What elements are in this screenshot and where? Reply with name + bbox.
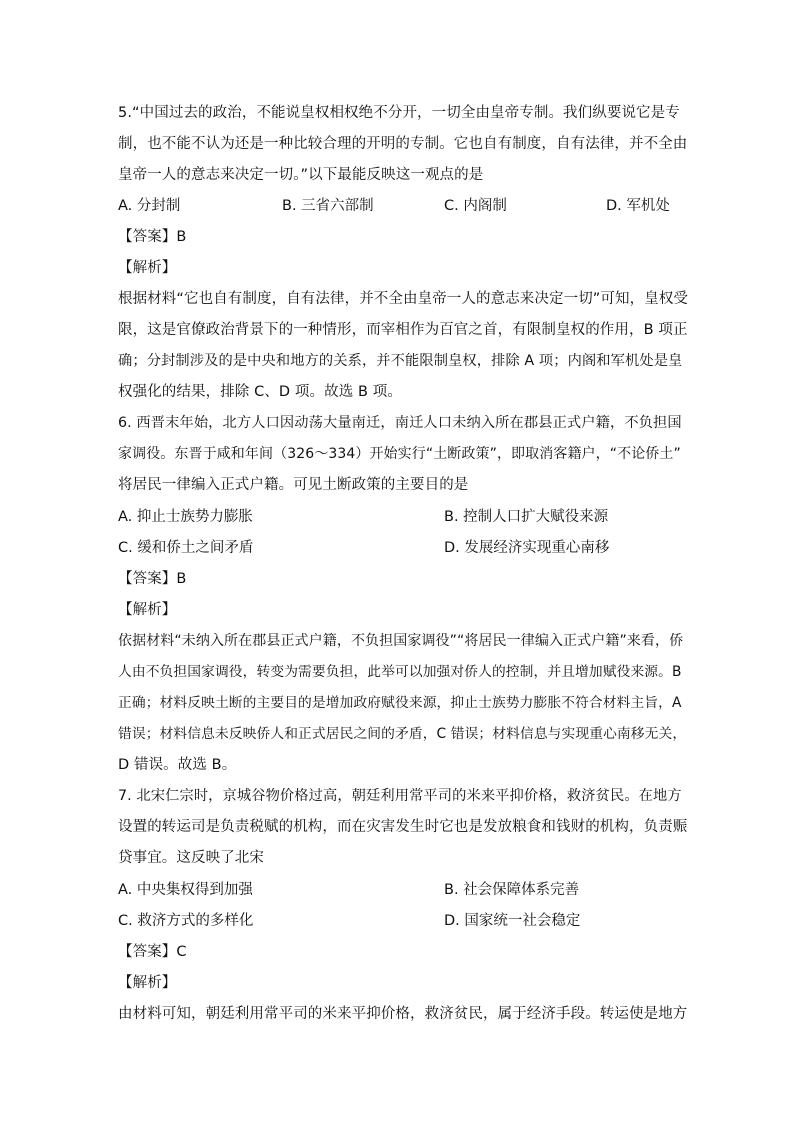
q7-stem-line-1: 7. 北宋仁宗时，京城谷物价格过高，朝廷利用常平司的米来平抑价格，救济贫民。在地方 — [118, 788, 682, 804]
q6-stem-line-1: 6. 西晋末年始，北方人口因动荡大量南迁，南迁人口未纳入所在郡县正式户籍，不负担国 — [118, 415, 682, 431]
q5-analysis-line-3: 确；分封制涉及的是中央和地方的关系，并不能限制皇权，排除 A 项；内阁和军机处是皇 — [118, 353, 683, 369]
q6-option-d: D. 发展经济实现重心南移 — [444, 540, 610, 556]
q6-analysis-line-5: D 错误。故选 B。 — [118, 757, 237, 773]
q6-option-b: B. 控制人口扩大赋役来源 — [444, 509, 609, 525]
q6-answer: 【答案】B — [118, 571, 187, 587]
q6-analysis-line-2: 人由不负担国家调役，转变为需要负担，此举可以加强对侨人的控制，并且增加赋役来源。B — [118, 664, 682, 680]
q5-stem-line-1: 5.“中国过去的政治，不能说皇权相权绝不分开，一切全由皇帝专制。我们纵要说它是专 — [118, 105, 680, 121]
q5-analysis-line-4: 权强化的结果，排除 C、D 项。故选 B 项。 — [118, 384, 402, 400]
q7-option-c: C. 救济方式的多样化 — [118, 913, 254, 929]
q6-analysis-line-4: 错误；材料信息未反映侨人和正式居民之间的矛盾，C 错误；材料信息与实现重心南移无关， — [118, 726, 687, 742]
q6-analysis-label: 【解析】 — [118, 602, 177, 618]
q5-analysis-label: 【解析】 — [118, 260, 177, 276]
q5-option-d: D. 军机处 — [606, 198, 670, 214]
q7-analysis-line-1: 由材料可知，朝廷利用常平司的米来平抑价格，救济贫民，属于经济手段。转运使是地方 — [118, 1006, 688, 1022]
q6-stem-line-2: 家调役。东晋于咸和年间（326～334）开始实行“土断政策”，即取消客籍户，“不论侨土” — [118, 446, 681, 462]
q5-stem-line-2: 制，也不能不认为还是一种比较合理的开明的专制。它也自有制度，自有法律，并不全由 — [118, 136, 688, 152]
q5-analysis-line-1: 根据材料“它也自有制度，自有法律，并不全由皇帝一人的意志来决定一切”可知，皇权受 — [118, 291, 689, 307]
q6-option-c: C. 缓和侨土之间矛盾 — [118, 540, 254, 556]
q5-answer: 【答案】B — [118, 229, 187, 245]
q7-analysis-label: 【解析】 — [118, 975, 177, 991]
q6-stem-line-3: 将居民一律编入正式户籍。可见土断政策的主要目的是 — [118, 477, 469, 493]
q7-option-a: A. 中央集权得到加强 — [118, 882, 253, 898]
q6-option-a: A. 抑止士族势力膨胀 — [118, 509, 253, 525]
q7-stem-line-3: 贷事宜。这反映了北宋 — [118, 850, 264, 866]
q7-answer: 【答案】C — [118, 944, 187, 960]
q7-option-b: B. 社会保障体系完善 — [444, 882, 580, 898]
q7-option-d: D. 国家统一社会稳定 — [444, 913, 581, 929]
q5-option-a: A. 分封制 — [118, 198, 181, 214]
q7-stem-line-2: 设置的转运司是负责税赋的机构，而在灾害发生时它也是发放粮食和钱财的机构，负责赈 — [118, 819, 688, 835]
q6-analysis-line-3: 正确；材料反映土断的主要目的是增加政府赋役来源，抑止士族势力膨胀不符合材料主旨，A — [118, 695, 682, 711]
q5-analysis-line-2: 限，这是官僚政治背景下的一种情形，而宰相作为百官之首，有限制皇权的作用，B 项正 — [118, 322, 688, 338]
q6-analysis-line-1: 依据材料“未纳入所在郡县正式户籍，不负担国家调役”“将居民一律编入正式户籍”来看，侨 — [118, 633, 684, 649]
q5-option-c: C. 内阁制 — [444, 198, 507, 214]
q5-option-b: B. 三省六部制 — [282, 198, 374, 214]
q5-stem-line-3: 皇帝一人的意志来决定一切。”以下最能反映这一观点的是 — [118, 167, 484, 183]
